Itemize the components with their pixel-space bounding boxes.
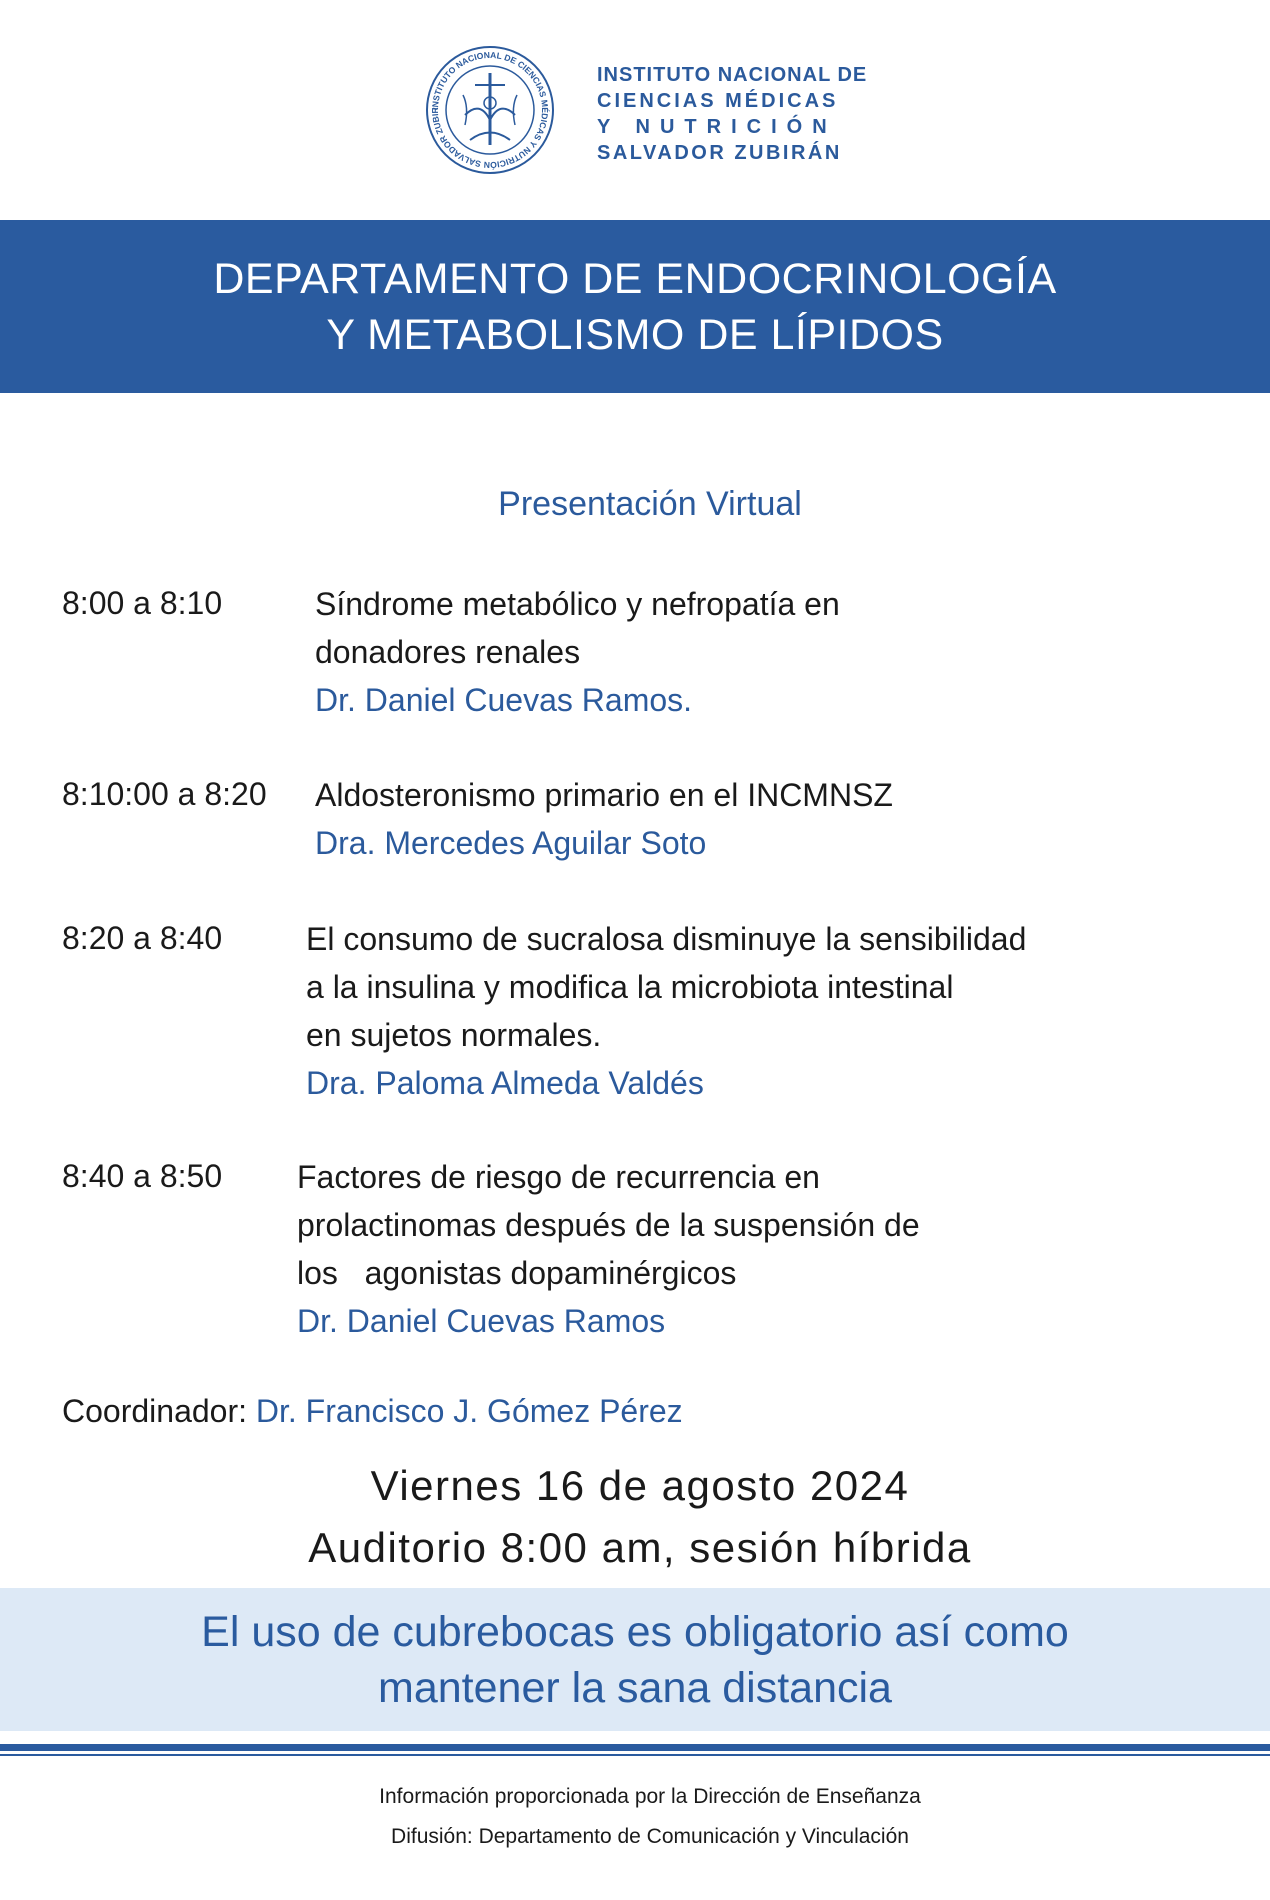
talk-title-line: en sujetos normales. [306, 1017, 602, 1053]
notice-line-2: mantener la sana distancia [378, 1663, 892, 1712]
schedule-item [306, 915, 1026, 1107]
schedule-time: 8:10:00 a 8:20 [62, 776, 267, 812]
mask-notice [0, 1588, 1270, 1731]
institute-line-2: CIENCIAS MÉDICAS [597, 90, 839, 112]
speaker-name: Dr. Daniel Cuevas Ramos [297, 1303, 666, 1339]
svg-text:INSTITUTO NACIONAL DE CIENCIAS: INSTITUTO NACIONAL DE CIENCIAS MÉDICAS Y NUTRICIÓN SALVADOR ZUBIR [429, 49, 551, 171]
speaker-name: Dra. Paloma Almeda Valdés [306, 1065, 704, 1101]
talk-title-line: El consumo de sucralosa disminuye la sensibilidad [306, 921, 1027, 957]
institute-line-1: INSTITUTO NACIONAL DE [597, 64, 868, 86]
schedule-time: 8:20 a 8:40 [62, 920, 223, 956]
schedule-item [315, 771, 893, 867]
institute-seal-logo [425, 45, 555, 175]
talk-title-line: Síndrome metabólico y nefropatía en [315, 586, 840, 622]
notice-line-1: El uso de cubrebocas es obligatorio así como [201, 1607, 1069, 1656]
banner-line-2: Y METABOLISMO DE LÍPIDOS [326, 310, 944, 359]
event-place: Auditorio 8:00 am, sesión híbrida [308, 1524, 972, 1571]
coordinator [62, 1393, 683, 1430]
talk-title-line: donadores renales [315, 634, 581, 670]
footer-info: Información proporcionada por la Dirección de Enseñanza [379, 1785, 921, 1808]
institute-line-3: Y NUTRICIÓN [597, 116, 837, 138]
event-date: Viernes 16 de agosto 2024 [370, 1462, 910, 1509]
schedule-item [297, 1153, 920, 1345]
talk-title-line: a la insulina y modifica la microbiota intestinal [306, 969, 954, 1005]
talk-title-line: prolactinomas después de la suspensión de [297, 1207, 920, 1243]
schedule-item [315, 580, 840, 724]
speaker-name: Dra. Mercedes Aguilar Soto [315, 825, 707, 861]
schedule-time: 8:40 a 8:50 [62, 1158, 223, 1194]
talk-title-line: los agonistas dopaminérgicos [297, 1255, 737, 1291]
talk-title-line: Aldosteronismo primario en el INCMNSZ [315, 777, 893, 813]
speaker-name: Dr. Daniel Cuevas Ramos. [315, 682, 693, 718]
department-banner [0, 220, 1270, 393]
footer-divider-thick [0, 1744, 1270, 1751]
banner-line-1: DEPARTAMENTO DE ENDOCRINOLOGÍA [213, 254, 1057, 303]
presentation-subtitle: Presentación Virtual [498, 485, 802, 523]
coordinator-name: Dr. Francisco J. Gómez Pérez [255, 1393, 683, 1429]
coordinator-label: Coordinador: [62, 1393, 247, 1429]
talk-title-line: Factores de riesgo de recurrencia en [297, 1159, 820, 1195]
institute-name [597, 62, 867, 166]
footer-diffusion: Difusión: Departamento de Comunicación y Vinculación [391, 1825, 909, 1848]
institute-line-4: SALVADOR ZUBIRÁN [597, 142, 842, 164]
schedule-time: 8:00 a 8:10 [62, 585, 223, 621]
footer-divider-thin [0, 1754, 1270, 1756]
